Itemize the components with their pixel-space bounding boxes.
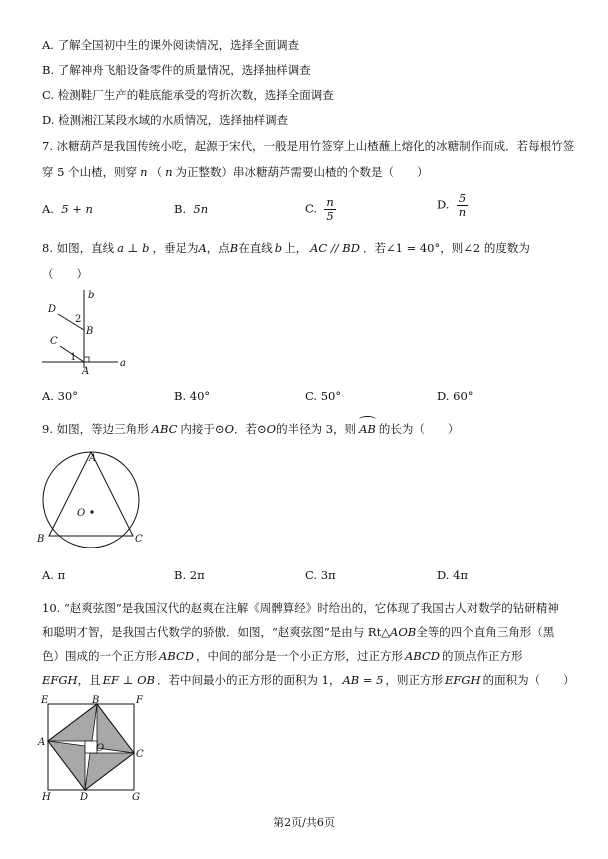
q9-option-a: A. π bbox=[42, 568, 66, 582]
q10-stem-line1: 10. “赵爽弦图”是我国汉代的赵爽在注解《周髀算经》时给出的，它体现了我国古人对数学的钻研精神 bbox=[42, 601, 559, 615]
q8-stem: 8. 如图，直线 a ⊥ b ，垂足为A，点B在直线 b 上， AC // BD ．若∠1 = 40°，则∠2 的度数为 bbox=[42, 241, 530, 255]
q6-option-b: B. 了解神舟飞船设备零件的质量情况，选择抽样调查 bbox=[42, 63, 311, 77]
label-b: B bbox=[37, 534, 45, 545]
q7-stem-line1: 7. 冰糖葫芦是我国传统小吃，起源于宋代，一般是用竹签穿上山楂蘸上熔化的冰糖制作而成．若每根竹签 bbox=[42, 139, 575, 153]
q8-option-b: B. 40° bbox=[174, 389, 211, 403]
q7-option-d: D. $\frac{5}{n}$ bbox=[437, 191, 467, 219]
label-b: B bbox=[92, 695, 100, 706]
label-a: A bbox=[38, 737, 46, 748]
q9-option-b: B. 2π bbox=[174, 568, 205, 582]
label-g: G bbox=[132, 792, 140, 802]
q8-options bbox=[42, 389, 582, 409]
q7-option-a: A. 5 + n bbox=[42, 202, 93, 216]
q10-figure bbox=[36, 694, 148, 802]
label-c: C bbox=[135, 534, 143, 545]
label-point-a: A bbox=[82, 366, 90, 377]
label-c: C bbox=[50, 336, 58, 347]
circle-o bbox=[43, 452, 139, 548]
q7-options bbox=[42, 191, 582, 226]
q8-figure bbox=[38, 286, 138, 378]
q7-option-c: C. $\frac{n}{5}$ bbox=[305, 195, 334, 223]
page-footer: 第2页/共6页 bbox=[273, 816, 335, 829]
label-h: H bbox=[42, 792, 51, 802]
label-d: D bbox=[80, 792, 89, 802]
q8-answer-paren: （ ） bbox=[42, 267, 88, 281]
q10-stem-line4: EFGH，且 EF ⊥ OB ．若中间最小的正方形的面积为 1， AB = 5 ，则正方形 EFGH 的面积为（ ） bbox=[42, 673, 575, 687]
q8-option-d: D. 60° bbox=[437, 389, 474, 403]
right-angle-mark bbox=[84, 357, 89, 362]
q9-stem: 9. 如图，等边三角形 ABC 内接于⊙O．若⊙O的半径为 3，则 AB 的长为（ ） bbox=[42, 421, 459, 437]
q10-stem-line2: 和聪明才智，是我国古代数学的骄傲．如图，“赵爽弦图”是由与 Rt△AOB全等的四个直角三角形（黑 bbox=[42, 625, 555, 639]
label-o: O bbox=[77, 508, 86, 519]
label-f: F bbox=[136, 695, 143, 706]
label-point-b: B bbox=[86, 326, 94, 337]
q6-option-a: A. 了解全国初中生的课外阅读情况，选择全面调查 bbox=[42, 38, 300, 52]
label-o: O bbox=[96, 743, 105, 754]
q7-stem-line2: 穿 5 个山楂，则穿 n （ n 为正整数）串冰糖葫芦需要山楂的个数是（ ） bbox=[42, 165, 429, 179]
label-c: C bbox=[136, 749, 144, 760]
label-a: A bbox=[89, 453, 97, 464]
q8-option-a: A. 30° bbox=[42, 389, 78, 403]
label-a: a bbox=[120, 358, 126, 369]
q6-option-c: C. 检测鞋厂生产的鞋底能承受的弯折次数，选择全面调查 bbox=[42, 88, 334, 102]
label-angle-2: 2 bbox=[75, 314, 82, 325]
label-e: E bbox=[41, 695, 49, 706]
q6-option-d: D. 检测湘江某段水域的水质情况，选择抽样调查 bbox=[42, 113, 289, 127]
q9-option-d: D. 4π bbox=[437, 568, 468, 582]
arc-ab: AB bbox=[359, 422, 376, 436]
q9-figure bbox=[34, 448, 146, 548]
triangle-abc bbox=[49, 452, 133, 536]
label-b: b bbox=[88, 290, 95, 301]
q10-stem-line3: 色）围成的一个正方形 ABCD ，中间的部分是一个小正方形，过正方形 ABCD 的顶点作正方形 bbox=[42, 649, 523, 663]
label-d: D bbox=[48, 304, 57, 315]
label-angle-1: 1 bbox=[70, 352, 77, 363]
q7-option-b: B. 5n bbox=[174, 202, 209, 216]
q9-option-c: C. 3π bbox=[305, 568, 336, 582]
q9-options bbox=[42, 568, 582, 588]
q8-option-c: C. 50° bbox=[305, 389, 342, 403]
center-dot bbox=[90, 510, 93, 513]
